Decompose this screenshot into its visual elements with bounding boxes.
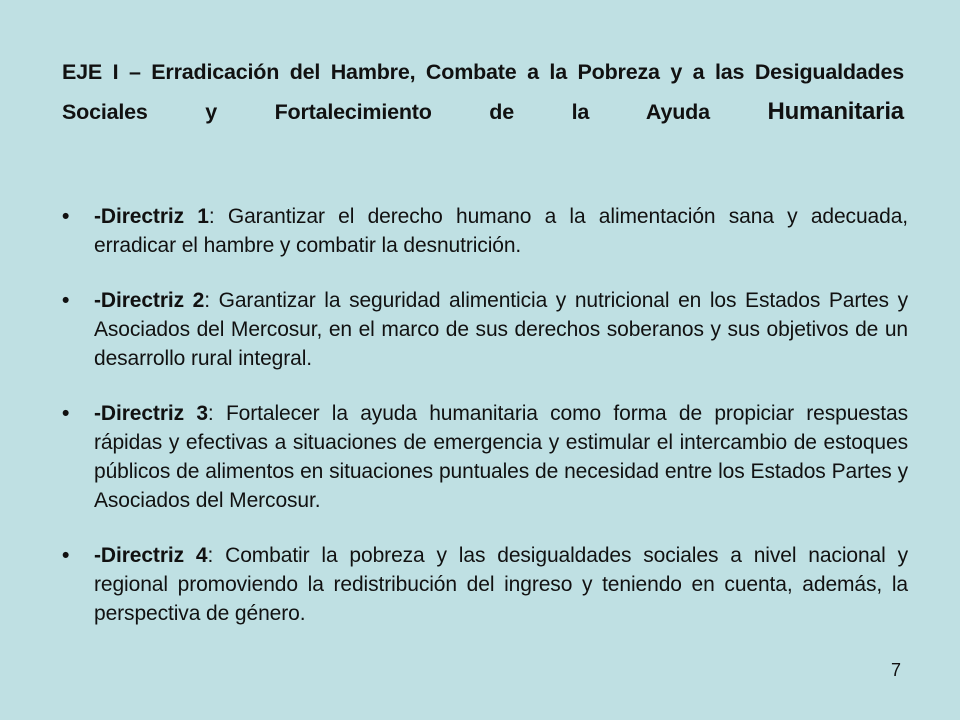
list-item <box>62 541 908 628</box>
title-word: y <box>205 100 218 124</box>
title-word: de <box>489 100 514 124</box>
item-label: -Directriz 2 <box>94 289 205 312</box>
title-word: Sociales <box>62 100 148 124</box>
item-text: : Garantizar el derecho humano a la alimentación sana y adecuada, erradicar el hambre y combatir la desnutrición. <box>94 205 909 257</box>
item-label: -Directriz 3 <box>94 402 208 425</box>
item-text: : Combatir la pobreza y las desigualdades sociales a nivel nacional y regional promoviendo la redistribución del ingreso y teniendo en cuenta, además, la perspectiva de género. <box>94 544 908 625</box>
list-item <box>62 202 908 260</box>
guidelines-list <box>62 202 908 654</box>
item-text: : Garantizar la seguridad alimenticia y nutricional en los Estados Partes y Asociados del Mercosur, en el marco de sus derechos soberanos y sus objetivos de un desarrollo rural integral. <box>94 289 908 370</box>
list-item <box>62 399 908 515</box>
title-line-2 <box>62 92 904 132</box>
title-word-humanitaria: Humanitaria <box>767 98 904 125</box>
bullet: • <box>62 205 70 228</box>
page-number: 7 <box>890 660 901 680</box>
item-text: : Fortalecer la ayuda humanitaria como forma de propiciar respuestas rápidas y efectivas a situaciones de emergencia y estimular el intercambio de estoques públicos de alimentos en situaciones puntuales de necesidad entre los Estados Partes y Asociados del Mercosur. <box>94 402 908 512</box>
title-word: Ayuda <box>645 100 710 124</box>
bullet: • <box>62 289 70 312</box>
list-item <box>62 286 908 373</box>
bullet: • <box>62 402 70 425</box>
bullet: • <box>62 544 70 567</box>
slide-title <box>62 52 904 132</box>
title-line-1: EJE I – Erradicación del Hambre, Combate a la Pobreza y a las Desigualdades <box>62 60 904 84</box>
title-word: la <box>571 100 590 124</box>
item-label: -Directriz 4 <box>94 544 208 567</box>
title-word: Fortalecimiento <box>274 100 432 124</box>
item-label: -Directriz 1 <box>94 205 209 228</box>
